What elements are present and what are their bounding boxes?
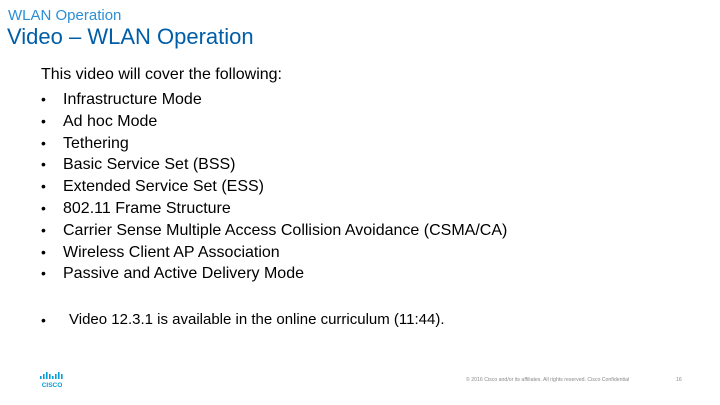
page-title: Video – WLAN Operation xyxy=(7,24,254,49)
bullet-icon: • xyxy=(41,199,46,216)
bullet-icon: • xyxy=(41,112,46,129)
cisco-logo-text: CISCO xyxy=(41,382,63,388)
list-item xyxy=(41,154,507,176)
bullet-icon: • xyxy=(41,243,46,260)
list-item-text: Passive and Active Delivery Mode xyxy=(63,265,304,283)
list-item-text: Basic Service Set (BSS) xyxy=(63,156,236,174)
section-label: WLAN Operation xyxy=(8,7,122,24)
bullet-icon: • xyxy=(41,221,46,238)
list-item-text: Infrastructure Mode xyxy=(63,91,202,108)
list-item-text: 802.11 Frame Structure xyxy=(63,199,231,217)
list-item-text: Wireless Client AP Association xyxy=(63,243,280,261)
bullet-icon: • xyxy=(41,156,46,173)
video-note xyxy=(41,310,445,330)
bullet-icon: • xyxy=(41,178,46,195)
cisco-logo-icon xyxy=(38,372,66,388)
topic-list xyxy=(41,89,507,285)
page-number: 16 xyxy=(676,377,682,383)
video-note-text: Video 12.3.1 is available in the online curriculum (11:44). xyxy=(69,311,445,328)
copyright-notice: © 2016 Cisco and/or its affiliates. All rights reserved. Cisco Confidential xyxy=(466,377,630,383)
list-item xyxy=(41,242,507,264)
list-item-text: Extended Service Set (ESS) xyxy=(63,178,264,196)
bullet-icon: • xyxy=(41,312,46,328)
list-item-text: Carrier Sense Multiple Access Collision Avoidance (CSMA/CA) xyxy=(63,221,508,239)
list-item xyxy=(41,220,507,242)
list-item-text: Ad hoc Mode xyxy=(63,112,158,130)
list-item xyxy=(41,176,507,198)
bullet-icon: • xyxy=(41,91,46,107)
list-item-text: Tethering xyxy=(63,134,129,152)
intro-text: This video will cover the following: xyxy=(41,66,282,83)
list-item xyxy=(41,111,507,133)
list-item xyxy=(41,263,507,285)
list-item xyxy=(41,133,507,155)
list-item xyxy=(41,198,507,220)
bullet-icon: • xyxy=(41,265,46,282)
bullet-icon: • xyxy=(41,134,46,151)
list-item xyxy=(41,89,507,111)
